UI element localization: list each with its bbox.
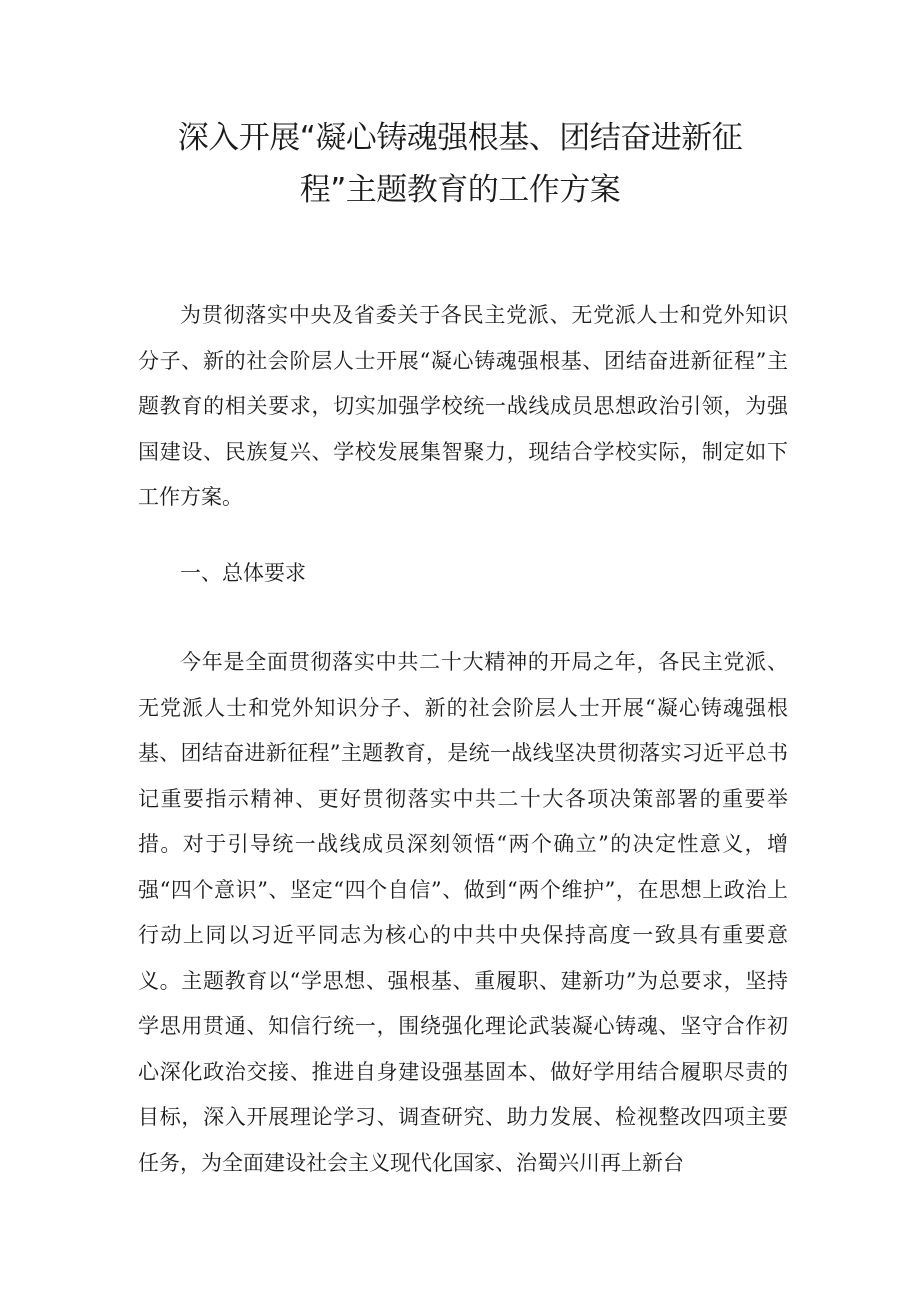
document-title bbox=[100, 112, 820, 216]
intro-paragraph: 为贯彻落实中央及省委关于各民主党派、无党派人士和党外知识分子、新的社会阶层人士开展“凝心铸魂强根基、团结奋进新征程”主题教育的相关要求，切实加强学校统一战线成员思想政治引领，为强国建设、民族复兴、学校发展集智聚力，现结合学校实际，制定如下工作方案。 bbox=[138, 303, 788, 509]
title-line-2: 程”主题教育的工作方案 bbox=[299, 172, 621, 208]
title-line-1: 深入开展“凝心铸魂强根基、团结奋进新征 bbox=[177, 120, 743, 156]
general-requirements-paragraph: 今年是全面贯彻落实中共二十大精神的开局之年，各民主党派、无党派人士和党外知识分子、新的社会阶层人士开展“凝心铸魂强根基、团结奋进新征程”主题教育，是统一战线坚决贯彻落实习近平总书记重要指示精神、更好贯彻落实中共二十大各项决策部署的重要举措。对于引导统一战线成员深刻领悟“两个确立”的决定性意义，增强“四个意识”、坚定“四个自信”、做到“两个维护”，在思想上政治上行动上同以习近平同志为核心的中共中央保持高度一致具有重要意义。主题教育以“学思想、强根基、重履职、建新功”为总要求，坚持学思用贯通、知信行统一，围绕强化理论武装凝心铸魂、坚守合作初心深化政治交接、推进自身建设强基固本、做好学用结合履职尽责的目标，深入开展理论学习、调查研究、助力发展、检视整改四项主要任务，为全面建设社会主义现代化国家、治蜀兴川再上新台 bbox=[138, 650, 788, 1175]
section-heading-general-requirements: 一、总体要求 bbox=[180, 561, 306, 585]
